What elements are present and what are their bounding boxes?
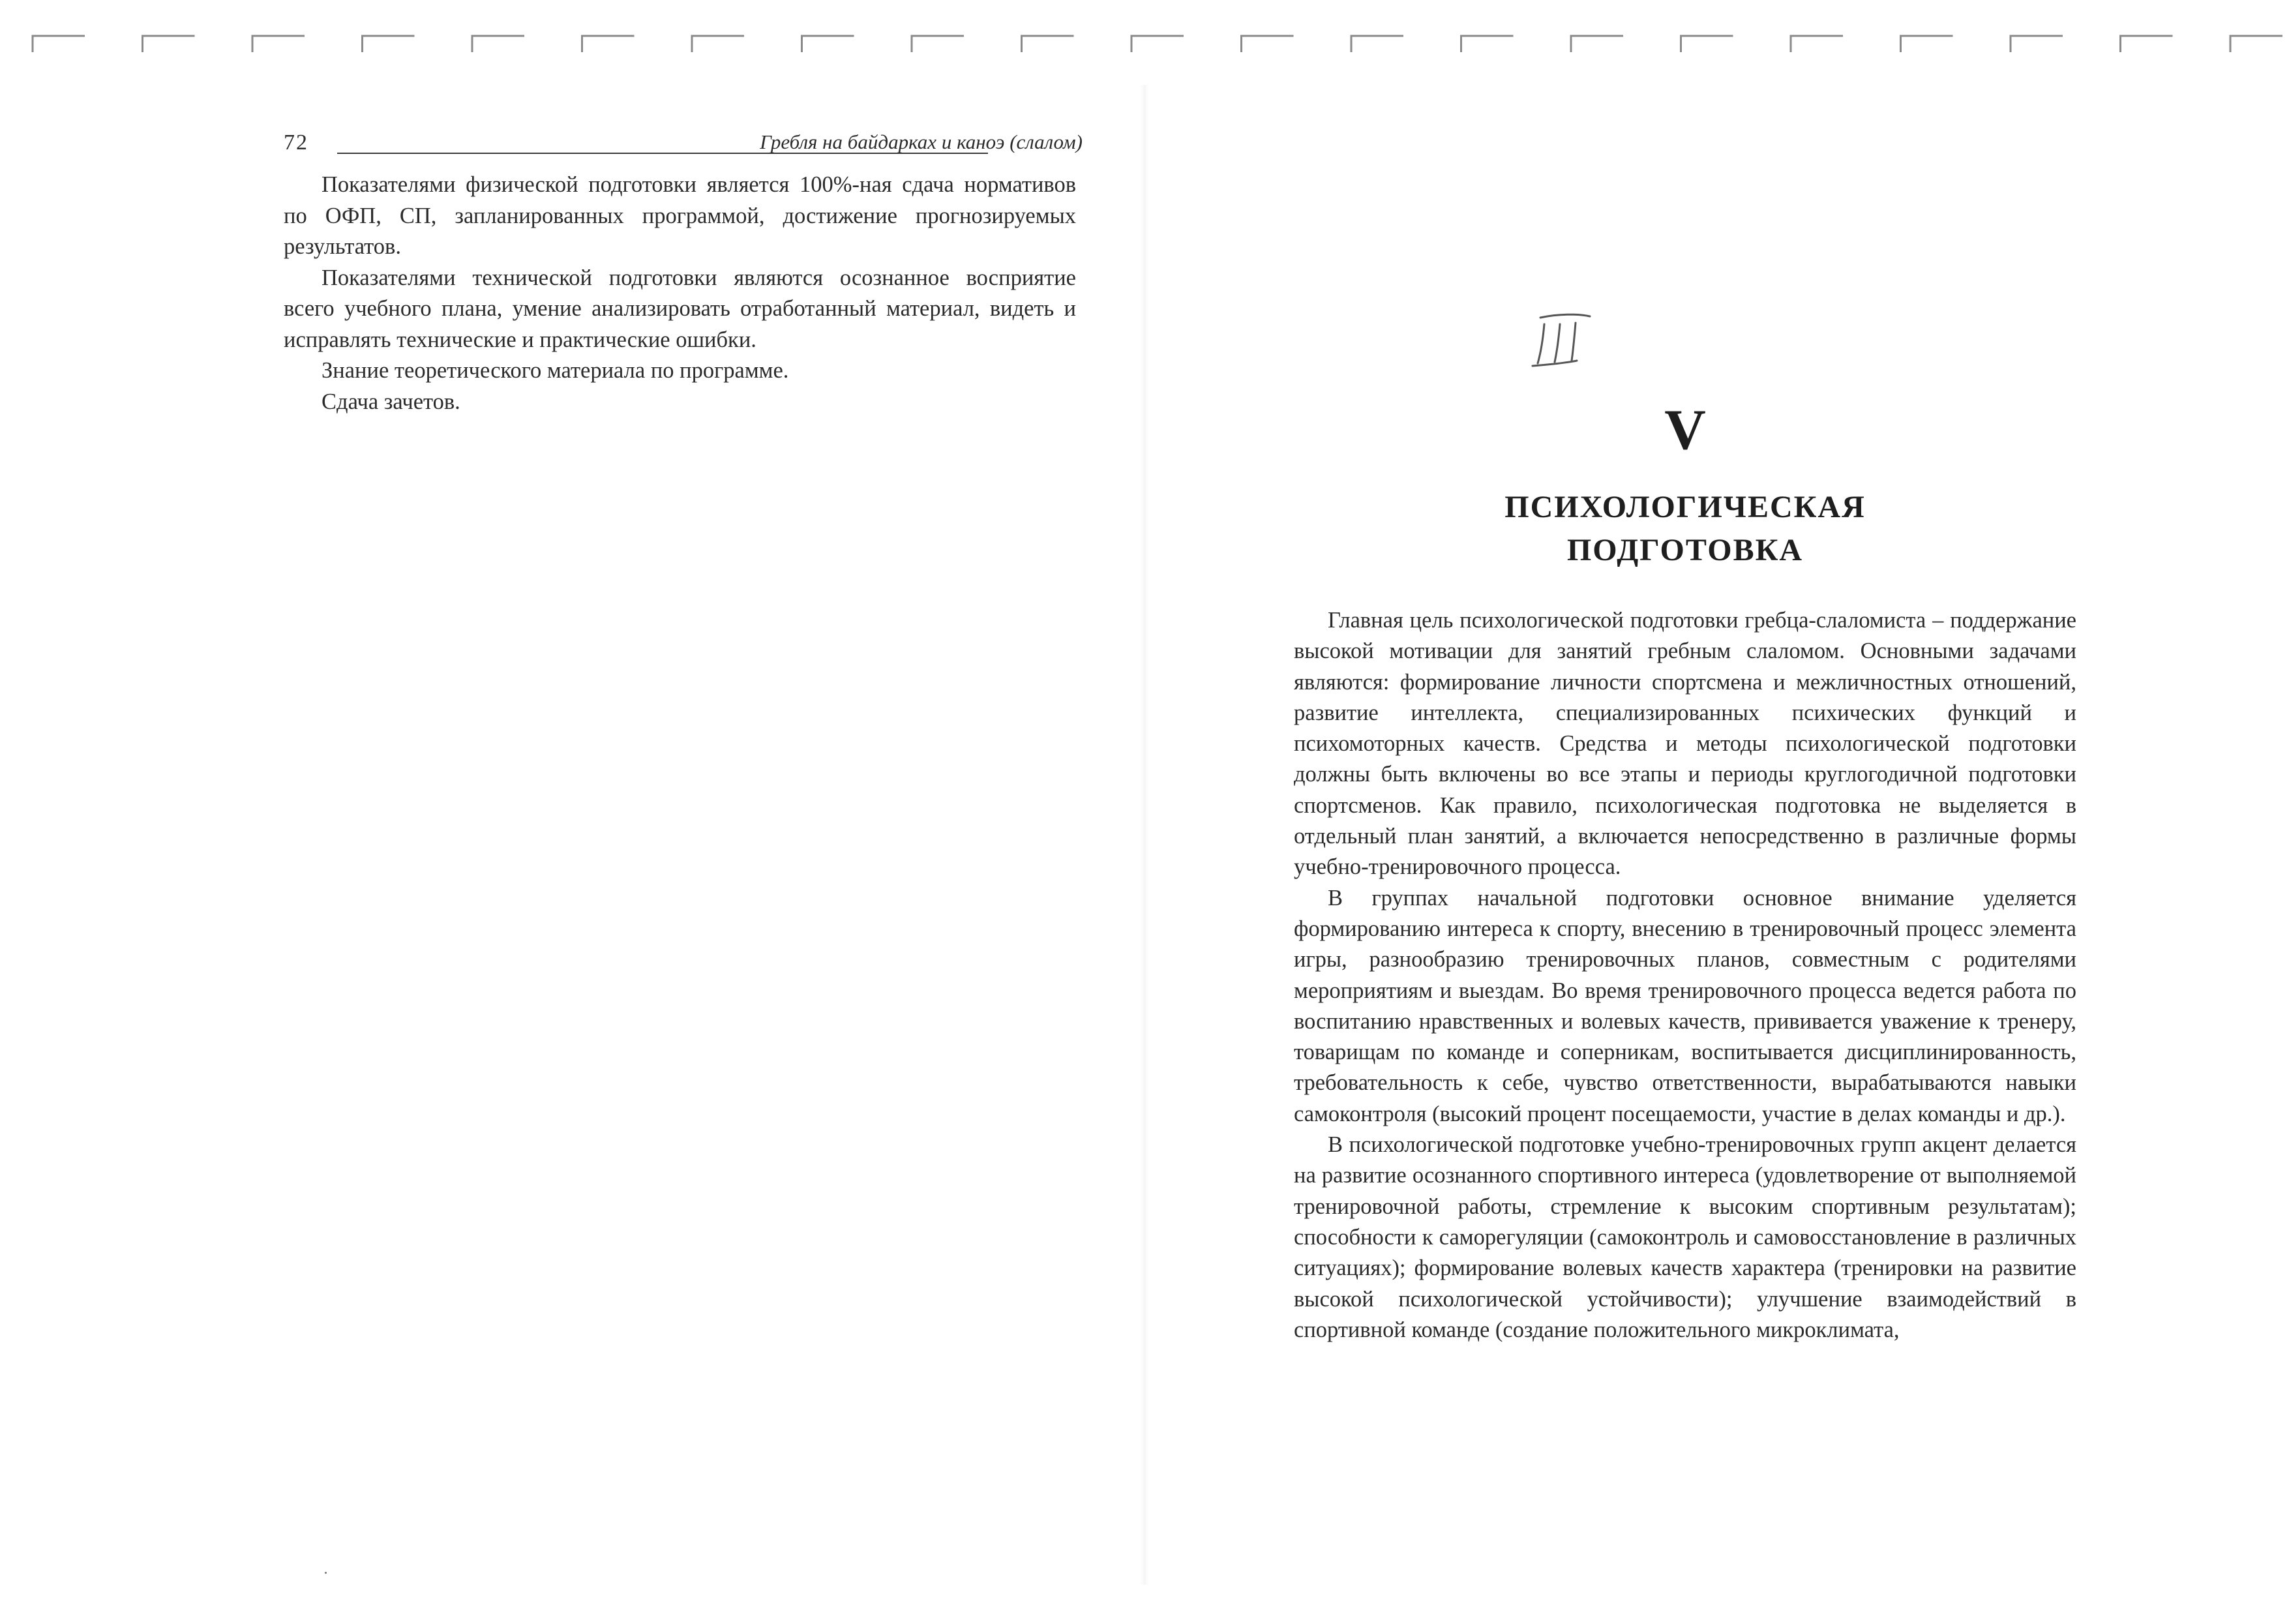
binding-hole-mark xyxy=(1461,36,1514,52)
paragraph: В группах начальной подготовки основное внимание уделяется формированию интереса к спорту, внесению в тренировочный процесс элемента игры, разнообразию тренировочных планов, совместным с родителями мероприятиям и выездам. Во время тренировочного процесса ведется работа по воспитанию нравственных и волевых качеств, прививается уважение к тренеру, товарищам по команде и соперникам, воспитывается дисциплинированность, требовательность к себе, чувство ответственности, вырабатываются навыки самоконтроля (высокий процент посещаемости, участие в делах команды и др.). xyxy=(1294,885,2076,1126)
binding-hole-mark xyxy=(252,36,305,52)
binding-hole-mark xyxy=(33,36,85,52)
binding-hole-mark xyxy=(912,36,964,52)
binding-hole-mark xyxy=(582,36,635,52)
binding-hole-mark xyxy=(692,36,744,52)
binding-hole-mark xyxy=(2121,36,2173,52)
right-body-text xyxy=(1294,605,2076,1346)
running-head xyxy=(284,124,1083,170)
binding-hole-mark xyxy=(1131,36,1184,52)
binding-hole-mark xyxy=(802,36,854,52)
binding-hole-mark xyxy=(1571,36,1623,52)
binding-hole-mark xyxy=(1791,36,1843,52)
binding-hole-mark xyxy=(2011,36,2063,52)
binding-hole-mark xyxy=(1681,36,1733,52)
paragraph: Показателями физической подготовки является 100%-ная сдача нормативов по ОФП, СП, запланированных программой, достижение прогнозируемых результатов. xyxy=(284,172,1076,259)
paragraph: Главная цель психологической подготовки гребца-слаломиста – поддержание высокой мотивации для занятий гребным слаломом. Основными задачами являются: формирование личности спортсмена и межличностных отношений, развитие интеллекта, специализированных психических функций и психомоторных качеств. Средства и методы психологической подготовки должны быть включены во все этапы и периоды круглогодичной подготовки спортсменов. Как правило, психологическая подготовка не выделяется в отдельный план занятий, а включается непосредственно в различные формы учебно-тренировочного процесса. xyxy=(1294,608,2076,880)
paper-speck xyxy=(325,1572,327,1574)
running-title: Гребля на байдарках и каноэ (слалом) xyxy=(760,130,1083,153)
binding-hole-mark xyxy=(1242,36,1294,52)
binding-hole-mark xyxy=(1901,36,1953,52)
paragraph: Показателями технической подготовки являются осознанное восприятие всего учебного плана, умение анализировать отработанный материал, видеть и исправлять технические и практические ошибки. xyxy=(284,265,1076,352)
paragraph: В психологической подготовке учебно-тренировочных групп акцент делается на развитие осознанного спортивного интереса (удовлетворение от выполняемой тренировочной работы, стремление к высоким спортивным результатам); способности к саморегуляции (самоконтроль и самовосстановление в различных ситуациях); формирование волевых качеств характера (тренировки на развитие высокой психологической устойчивости); улучшение взаимодействий в спортивной команде (создание положительного микроклимата, xyxy=(1294,1132,2076,1342)
left-body-text xyxy=(284,170,1076,417)
paragraph: Сдача зачетов. xyxy=(322,389,460,414)
binding-hole-mark xyxy=(2230,36,2282,52)
chapter-title xyxy=(1294,486,2076,572)
page-gutter xyxy=(1140,85,1149,1585)
handwritten-mark xyxy=(1526,310,1598,382)
binding-hole-mark xyxy=(363,36,415,52)
binding-hole-mark xyxy=(1022,36,1074,52)
chapter-title-line: ПОДГОТОВКА xyxy=(1566,533,1804,567)
binding-hole-mark xyxy=(1351,36,1403,52)
page-number: 72 xyxy=(284,130,308,155)
binding-hole-mark xyxy=(143,36,195,52)
left-page xyxy=(284,124,1083,417)
binding-hole-mark xyxy=(472,36,524,52)
binding-holes xyxy=(0,0,2289,65)
paragraph: Знание теоретического материала по программе. xyxy=(322,358,789,383)
chapter-number: V xyxy=(1664,398,1706,462)
chapter-title-line: ПСИХОЛОГИЧЕСКАЯ xyxy=(1504,490,1866,524)
